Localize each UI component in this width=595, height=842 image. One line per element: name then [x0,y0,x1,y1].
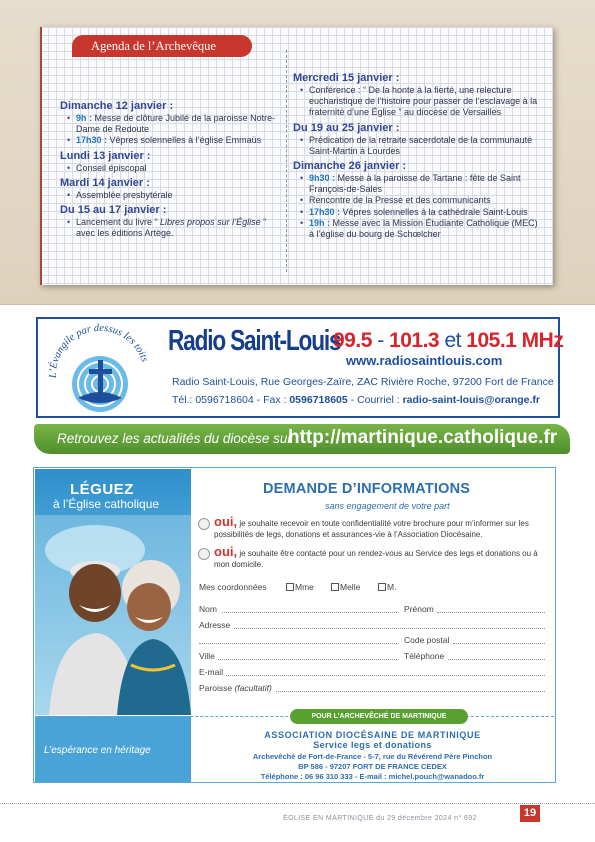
brochure-option[interactable] [198,516,546,540]
ville-field[interactable] [218,659,397,660]
email-field[interactable] [226,675,545,676]
frequency-separator: - [371,329,390,352]
publication-name: ÉGLISE EN MARTINIQUE du 29 décembre 2024 [283,815,452,822]
nom-label: Nom [199,604,217,614]
oui-label: oui, [214,544,238,559]
adresse-field-line-2[interactable] [199,643,397,644]
radio-frequencies [333,329,563,353]
bullet-icon: • [300,134,304,145]
title-option-label: Melle [340,582,361,592]
event-text: Messe à la paroisse de Tartane : fête de Saint François-de-Sales [309,173,521,195]
event-text: Lancement du livre “ [76,217,161,228]
adresse-field[interactable] [234,628,545,629]
bullet-icon: • [67,217,71,228]
tel-value: 0596718604 [195,394,254,406]
title-checkbox-m[interactable] [378,582,396,593]
diocese-banner-text: Retrouvez les actualités du diocèse sur : [57,431,300,446]
title-checkbox-melle[interactable] [331,582,360,593]
agenda-left-column [60,97,282,239]
radio-contacts [172,394,540,407]
bullet-icon: • [300,85,304,95]
assoc-address-line-2: BP 586 - 97207 FORT DE FRANCE CEDEX [298,762,447,771]
agenda-day: Du 19 au 25 janvier : [293,121,400,134]
event-time: 9h30 : [309,173,336,184]
legacy-title: LÉGUEZ [70,481,134,498]
appointment-option-text [198,546,546,570]
agenda-right-column [293,69,543,240]
agenda-event [293,218,543,240]
legacy-tagline: L’espérance en héritage [44,745,151,756]
agenda-day: Mardi 14 janvier : [60,176,150,189]
event-text: Assemblée presbytérale [76,189,173,200]
agenda-day: Lundi 13 janvier : [60,149,151,162]
radio-logo-icon [42,320,154,416]
event-text: Vêpres solennelles à la cathédrale Saint-Louis [340,206,528,217]
legacy-subtitle: à l’Église catholique [53,497,160,511]
event-text: Rencontre de la Presse et des communicants [309,195,491,206]
bullet-icon: • [67,113,71,123]
agenda-event [293,195,543,206]
assoc-service: Service legs et donations [313,740,432,750]
radio-name: Radio Saint-Louis [168,325,341,357]
agenda-event [60,190,282,201]
ville-label: Ville [199,651,215,661]
event-text: Conférence : “ De la honte à la fierté, une relecture eucharistique de l’histoire pour passer de l’esclavage à la fraternité d’une Église ” au diocèse de Versailles [309,85,538,118]
checkbox-icon[interactable] [331,583,339,591]
paroisse-optional-note: (facultatif) [234,683,272,693]
footer-divider [0,803,595,804]
prenom-label: Prénom [404,604,434,614]
paroisse-label-text: Paroisse [199,683,233,693]
agenda-title: Agenda de l’Archevêque [72,35,252,57]
coordinates-label: Mes coordonnées [199,582,267,592]
title-checkbox-mme[interactable] [286,582,314,593]
frequency: 101.3 [389,329,440,352]
agenda-event [293,85,543,119]
agenda-event [60,113,282,135]
agenda-column-divider [286,50,287,272]
diocese-website-link[interactable]: http://martinique.catholique.fr [288,427,558,448]
issue-number: n° 692 [454,815,477,822]
brochure-option-desc: je souhaite recevoir en toute confidentialité votre brochure pour m’informer sur les possibilités de legs, donations et assurances-vie à l’Association Diocésaine. [214,519,529,539]
code-postal-label: Code postal [404,635,450,645]
fax-value: 0596718605 [289,394,348,406]
brochure-radio[interactable] [198,518,210,530]
prenom-field[interactable] [437,612,545,613]
event-time: 19h : [309,217,331,228]
title-option-label: Mme [295,582,314,592]
paroisse-label [199,683,272,694]
agenda-event [60,135,282,146]
event-text: Vêpres solennelles à l’église Emmaüs [107,135,262,146]
radio-website-link[interactable]: www.radiosaintlouis.com [346,353,503,368]
agenda-day: Du 15 au 17 janvier : [60,204,167,217]
event-time: 17h30 : [309,206,341,217]
checkbox-icon[interactable] [286,583,294,591]
agenda-event [60,217,282,239]
telephone-label: Téléphone [404,651,445,661]
email-label: E-mail [199,667,224,677]
agenda-event [293,173,543,195]
agenda-day: Mercredi 15 janvier : [293,72,400,84]
tel-label: Tél.: [172,394,196,406]
assoc-contact: Téléphone : 06 96 310 333 - E-mail : michel.pouch@wanadoo.fr [260,772,485,781]
assoc-address-line-1: Archevêché de Fort-de-France - 5-7, rue du Révérend Père Pinchon [252,752,493,761]
radio-address: Radio Saint-Louis, Rue Georges-Zaïre, ZAC Rivière Roche, 97200 Fort de France [172,376,554,388]
frequency: 99.5 [333,329,372,352]
brochure-option-text [198,516,546,540]
book-title: Libres propos sur l’Église [160,217,261,228]
event-text: Messe de clôture Jubilé de la paroisse Notre-Dame de Redoute [76,113,276,135]
bullet-icon: • [300,195,304,206]
form-title: DEMANDE D’INFORMATIONS [263,481,471,497]
bullet-icon: • [300,217,304,228]
page-number: 19 [520,805,540,822]
event-text: Prédication de la retraite sacerdotale de la communauté Saint-Martin à Lourdes [309,134,533,156]
oui-label: oui, [214,514,238,529]
code-postal-field[interactable] [453,643,545,644]
event-time: 17h30 : [76,135,108,146]
mail-label: - Courriel : [347,394,403,406]
bullet-icon: • [67,162,71,173]
agenda-event [293,207,543,218]
bullet-icon: • [300,206,304,217]
radio-logo-text: L’Évangile par dessus les toits [47,322,150,379]
assoc-badge: POUR L’ARCHEVÊCHÉ DE MARTINIQUE [290,709,468,724]
adresse-label: Adresse [199,620,231,630]
agenda-day: Dimanche 26 janvier : [293,160,407,173]
appointment-option[interactable] [198,546,546,570]
telephone-field[interactable] [448,659,545,660]
frequency: 105.1 MHz [466,329,564,352]
agenda-day: Dimanche 12 janvier : [60,100,174,112]
nom-field[interactable] [222,612,397,613]
paroisse-field[interactable] [276,691,545,692]
bullet-icon: • [67,189,71,200]
footer-publication [283,814,477,823]
appointment-radio[interactable] [198,548,210,560]
event-text: Conseil épiscopal [76,162,147,173]
agenda-event [293,135,543,157]
bullet-icon: • [300,173,304,184]
mail-link[interactable]: radio-saint-louis@orange.fr [402,394,541,406]
event-text-after: ” avec les éditions Artège. [76,217,267,239]
appointment-option-desc: je souhaite être contacté pour un rendez-vous au Service des legs et donations ou à mon domicile. [214,549,538,569]
title-option-label: M. [387,582,397,592]
event-time: 9h : [76,113,93,123]
event-text: Messe avec la Mission Étudiante Catholique (MEC) à l’église du bourg de Schœlcher [309,217,538,240]
bullet-icon: • [67,135,71,146]
elderly-couple-photo [35,515,191,715]
agenda-event [60,163,282,174]
fax-label: - Fax : [253,394,290,406]
assoc-name: ASSOCIATION DIOCÉSAINE DE MARTINIQUE [264,730,481,740]
frequency-separator: et [439,329,467,352]
agenda-card-edge [40,27,42,285]
checkbox-icon[interactable] [378,583,386,591]
form-subtitle: sans engagement de votre part [325,501,450,511]
